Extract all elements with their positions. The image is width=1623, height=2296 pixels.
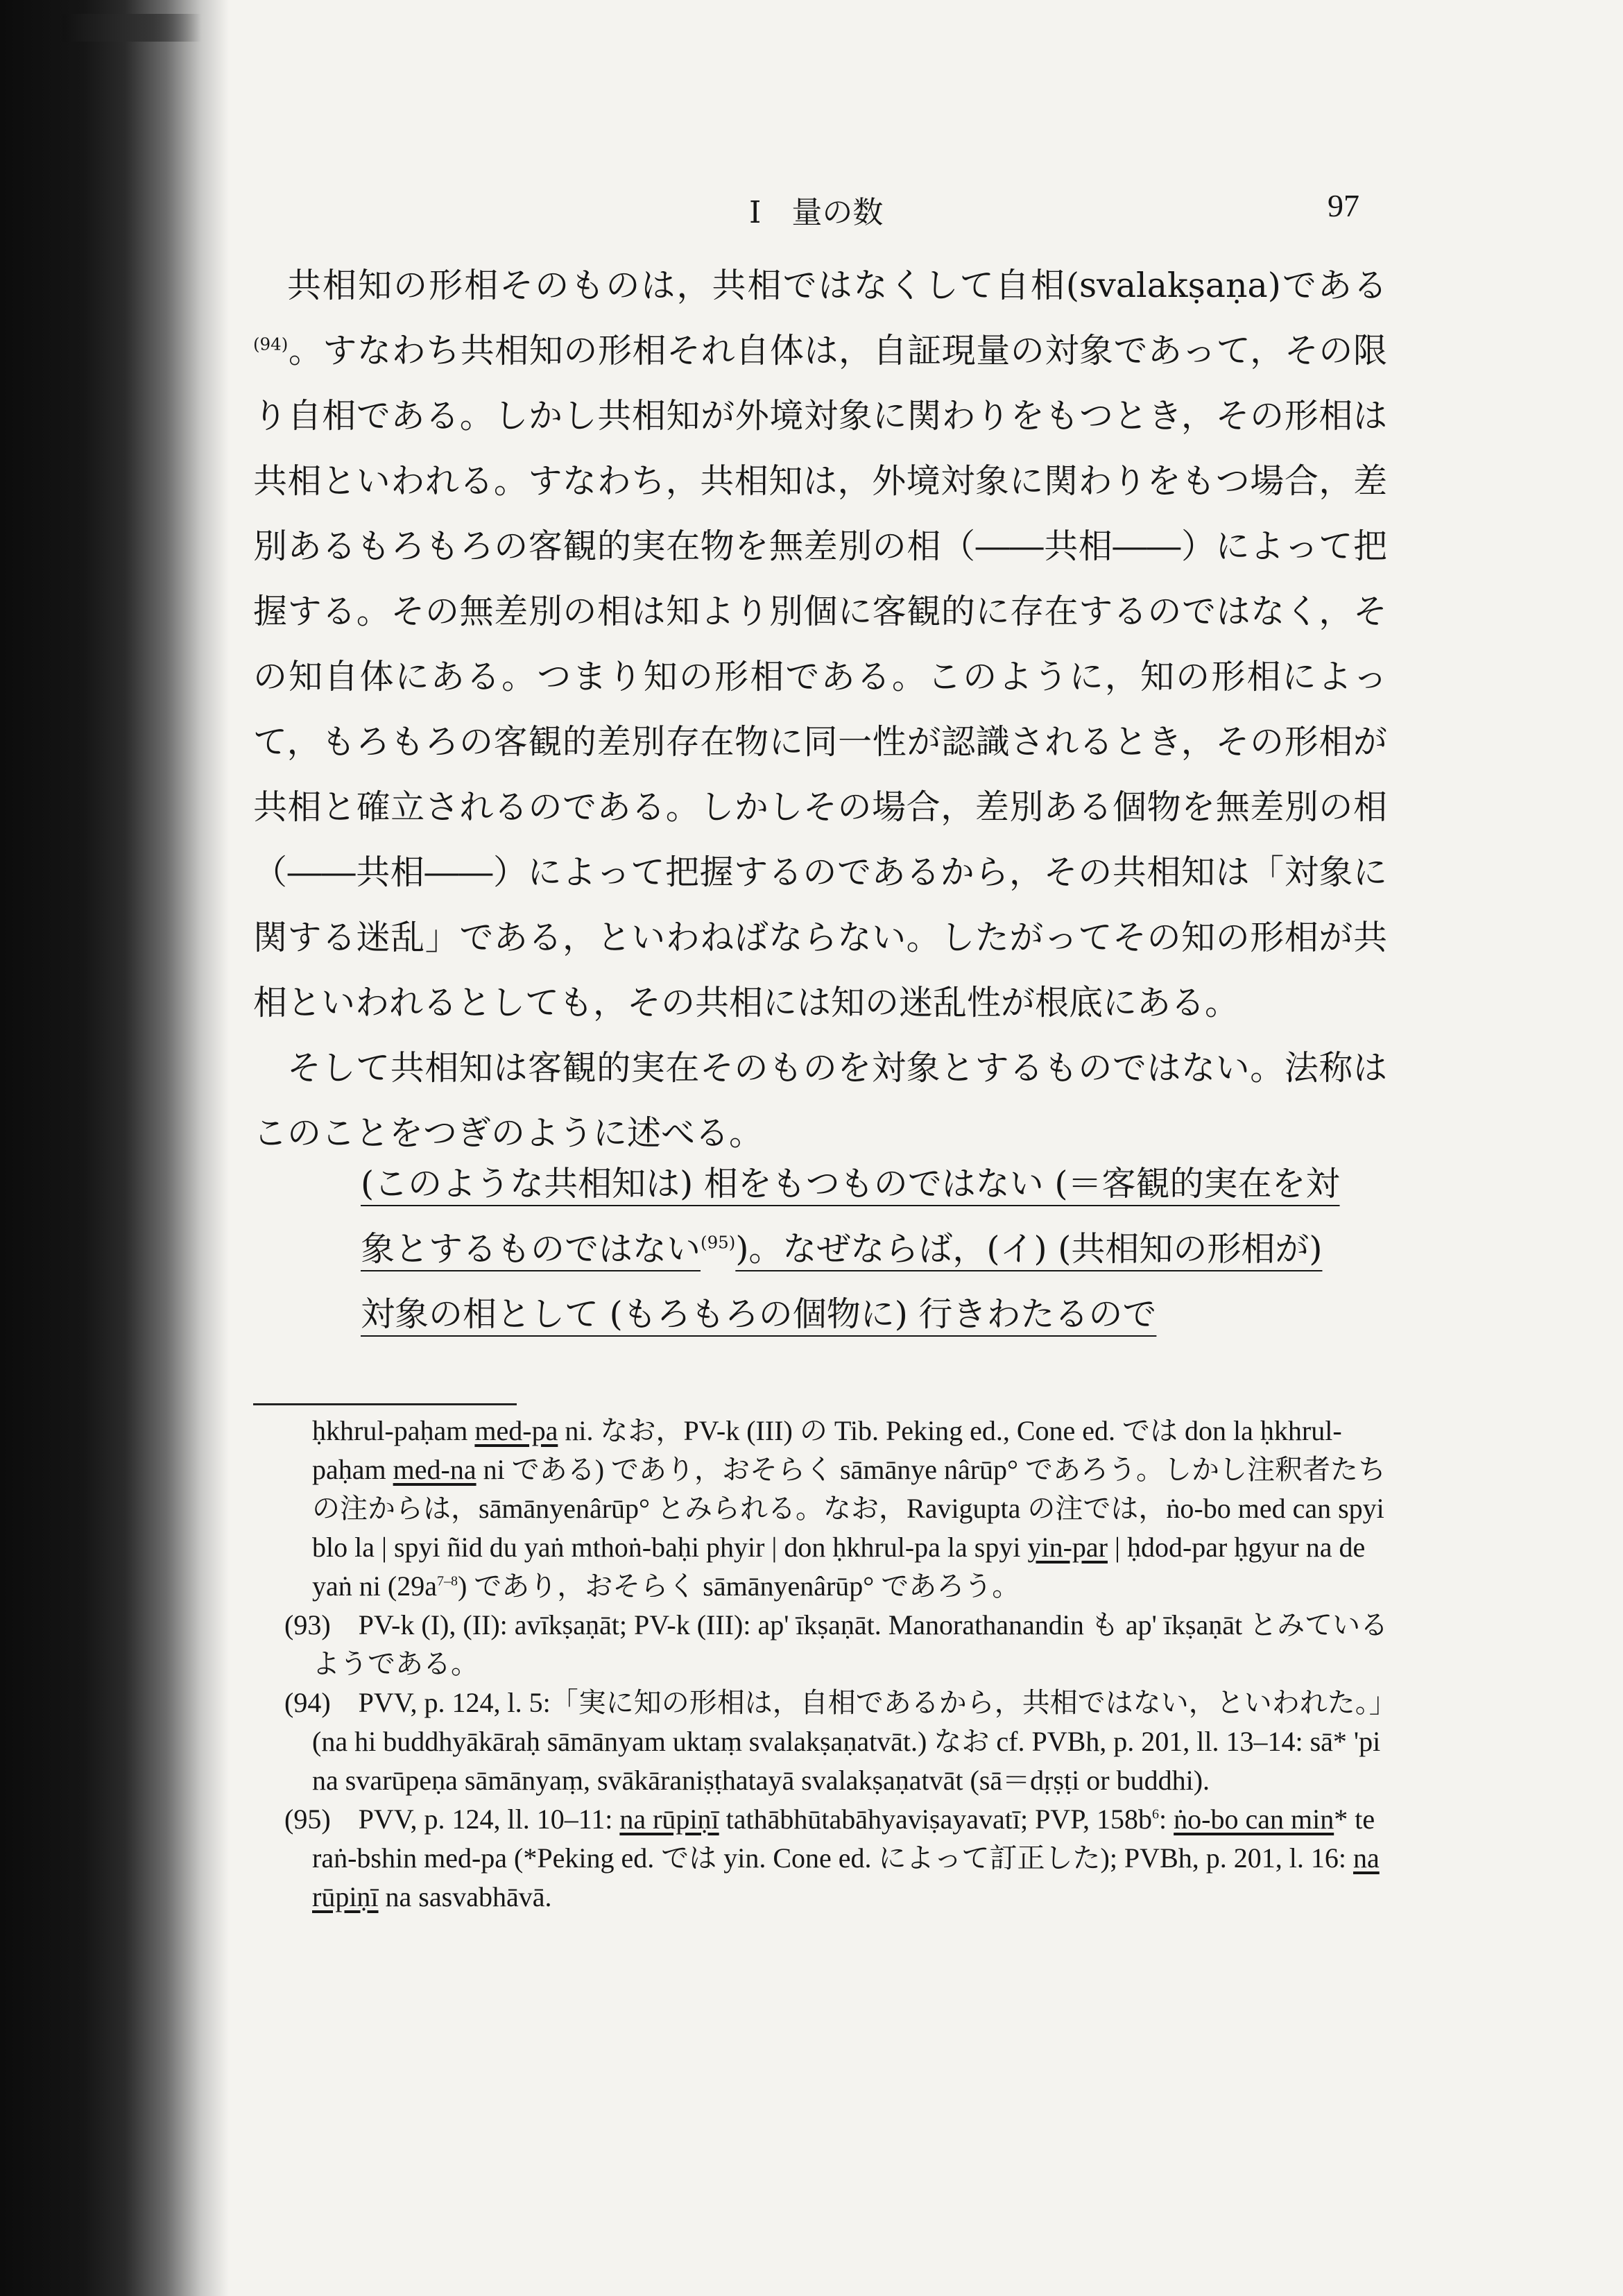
footnote-continuation: ḥkhrul-paḥam med-pa ni. なお，PV-k (III) の Tib. Peking ed., Cone ed. では don la ḥkhrul-paḥam med-na ni である) であり，おそらく sāmānye nârūp° であろう。しかし注釈者たちの注からは，sāmānyenârūp° とみられる。なお，Ravigupta の注では，ṅo-bo med can spyi blo la | spyi ñid du yaṅ mthoṅ-baḥi phyir | don ḥkhrul-pa la spyi yin-par | ḥdod-par ḥgyur na de yaṅ ni $(29a^{7-8})$ であり，おそらく sāmānyenârūp° であろう。 (312, 1415, 1386, 1602)
footnote-93: (93) PV-k (I), (II): avīkṣaṇāt; PV-k (III): ap' īkṣaṇāt. Manorathanandin も ap' īkṣaṇāt とみているようである。 (284, 1609, 1389, 1679)
footnote-95: (95) PVV, p. 124, ll. 10–11: na rūpiṇī tathābhūtabāhyaviṣayavatī; PVP, $158b^6$: ṅo-bo can min* te raṅ-bshin med-pa (*Peking ed. では yin. Cone ed. によって訂正した); PVBh, p. 201, l. 16: na rūpiṇī na sasvabhāvā. (284, 1804, 1380, 1912)
running-header (749, 187, 1373, 229)
page-number: 97 (1328, 188, 1359, 223)
main-text (253, 253, 1387, 1166)
chapter-title: I 量の数 (749, 195, 884, 230)
footnote-ref-95: (95) (701, 1232, 736, 1253)
footnote-separator (253, 1403, 517, 1405)
footnotes (284, 1412, 1394, 1917)
footnote-94: (94) PVV, p. 124, l. 5:「実に知の形相は，自相であるから，共相ではない，といわれた。」(na hi buddhyākāraḥ sāmānyam uktaṃ svalakṣaṇatvāt.) なお cf. PVBh, p. 201, ll. 13–14: sā* 'pi na svarūpeṇa sāmānyaṃ, svākāraniṣṭhatayā svalakṣaṇatvāt (sā＝dṛṣṭi or buddhi). (284, 1687, 1383, 1796)
footnote-ref-94: (94) (253, 334, 289, 354)
paragraph-1: 共相知の形相そのものは，共相ではなくして自相(svalakṣaṇa)である$^{(94)}$。すなわち共相知の形相それ自体は，自証現量の対象であって，その限り自相である。しかし共相知が外境対象に関わりをもつとき，その形相は共相といわれる。すなわち，共相知は，外境対象に関わりをもつ場合，差別あるもろもろの客観的実在物を無差別の相（――共相――）によって把握する。その無差別の相は知より別個に客観的に存在するのではなく，その知自体にある。つまり知の形相である。このように，知の形相によって，もろもろの客観的差別存在物に同一性が認識されるとき，その形相が共相と確立されるのである。しかしその場合，差別ある個物を無差別の相（――共相――）によって把握するのであるから，その共相知は「対象に関する迷乱」である，といわねばならない。したがってその知の形相が共相といわれるとしても，その共相には知の迷乱性が根底にある。 (253, 266, 1387, 1022)
block-quote: (このような共相知は) 相をもつものではない (＝客観的実在を対象とするものではない$^{(95)}$)。なぜならば，(イ) (共相知の形相が) 対象の相として (もろもろの個物に) 行きわたるので (361, 1164, 1340, 1334)
paragraph-2: そして共相知は客観的実在そのものを対象とするものではない。法称はこのことをつぎのように述べる。 (253, 1048, 1387, 1153)
spine-corner-shadow (62, 14, 201, 42)
book-spine-shadow (0, 0, 229, 2296)
